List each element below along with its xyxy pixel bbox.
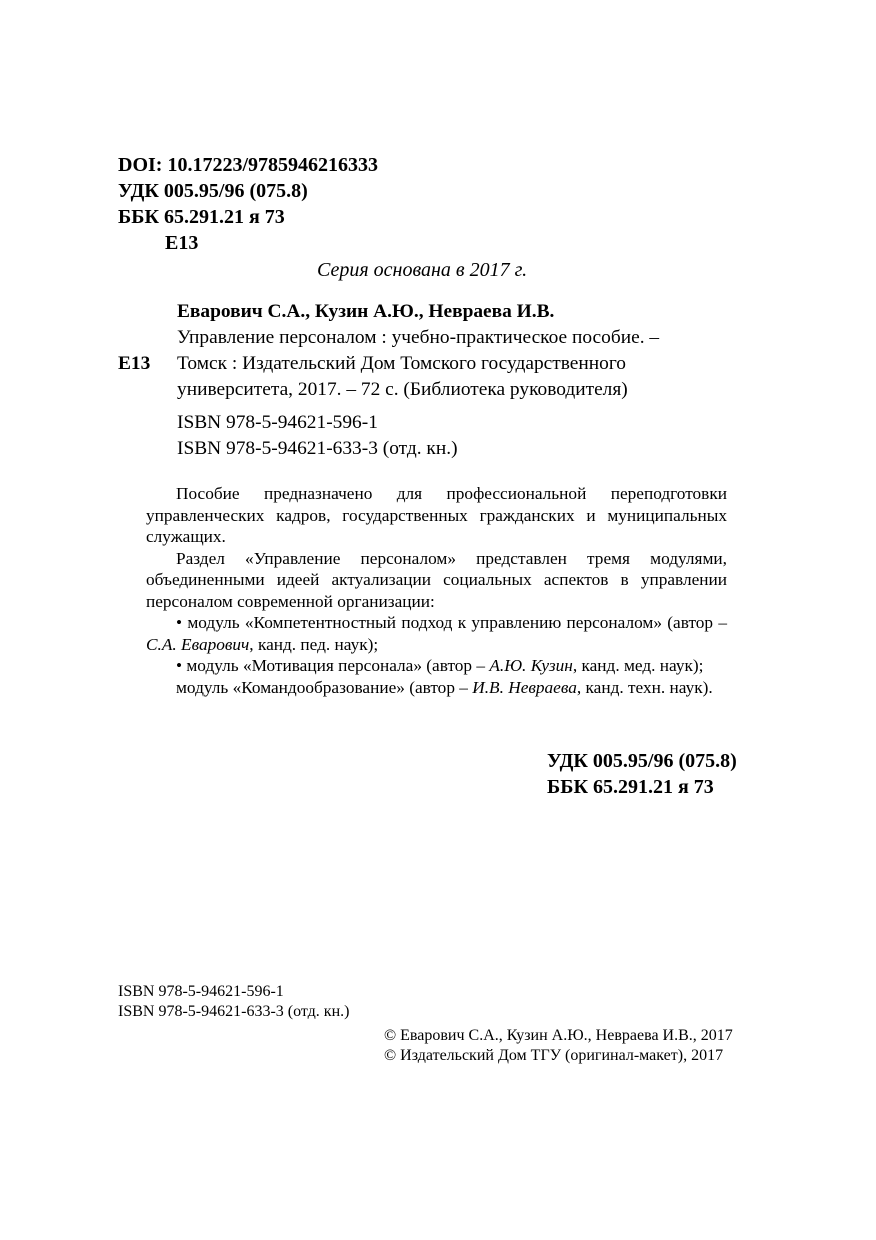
module-2-author: А.Ю. Кузин — [489, 656, 573, 675]
title-line-2: Томск : Издательский Дом Томского государственного — [177, 353, 626, 374]
isbn-card-1: ISBN 978-5-94621-596-1 — [177, 412, 378, 433]
module-item-1 — [146, 612, 727, 655]
doi: DOI: 10.17223/9785946216333 — [118, 154, 378, 176]
series-note: Серия основана в 2017 г. — [317, 259, 528, 281]
isbn-card-2: ISBN 978-5-94621-633-3 (отд. кн.) — [177, 438, 458, 459]
annotation-paragraph-1: Пособие предназначено для профессиональной переподготовки управленческих кадров, государственных гражданских и муниципальных служащих. — [146, 484, 727, 546]
authors: Еварович С.А., Кузин А.Ю., Невраева И.В. — [177, 301, 555, 322]
annotation-paragraph-2: Раздел «Управление персоналом» представлен тремя модулями, объединенными идеей актуализации социальных аспектов в управлении персоналом современной организации: — [146, 548, 727, 611]
copyright-publisher: © Издательский Дом ТГУ (оригинал-макет), 2017 — [384, 1047, 724, 1064]
isbn-footer-2: ISBN 978-5-94621-633-3 (отд. кн.) — [118, 1003, 350, 1020]
title-line-3: университета, 2017. – 72 с. (Библиотека руководителя) — [177, 379, 628, 400]
annotation — [146, 483, 727, 698]
module-3-text: модуль «Командообразование» (автор – — [176, 677, 473, 697]
module-1-text: • модуль «Компетентностный подход к управлению персоналом» (автор – — [176, 613, 727, 632]
author-sign-header: Е13 — [165, 232, 199, 254]
title-line-1: Управление персоналом : учебно-практическое пособие. – — [177, 327, 660, 348]
module-3-author: И.В. Невраева — [472, 677, 577, 697]
author-sign-card: Е13 — [118, 353, 151, 374]
udk-classification: УДК 005.95/96 (075.8) — [547, 750, 737, 772]
bbk-classification: ББК 65.291.21 я 73 — [547, 776, 714, 798]
module-1-degree: , канд. пед. наук); — [249, 634, 379, 654]
module-3-degree: , канд. техн. наук). — [576, 677, 713, 697]
module-2-degree: , канд. мед. наук); — [572, 656, 704, 675]
module-item-3 — [146, 677, 727, 699]
udk-header: УДК 005.95/96 (075.8) — [118, 180, 308, 202]
module-2-text: • модуль «Мотивация персонала» (автор – — [176, 656, 490, 675]
copyright-authors: © Еварович С.А., Кузин А.Ю., Невраева И.В., 2017 — [384, 1027, 733, 1044]
bbk-header: ББК 65.291.21 я 73 — [118, 206, 285, 228]
module-1-author: С.А. Еварович — [146, 634, 250, 654]
module-item-2 — [146, 655, 727, 677]
isbn-footer-1: ISBN 978-5-94621-596-1 — [118, 983, 284, 1000]
